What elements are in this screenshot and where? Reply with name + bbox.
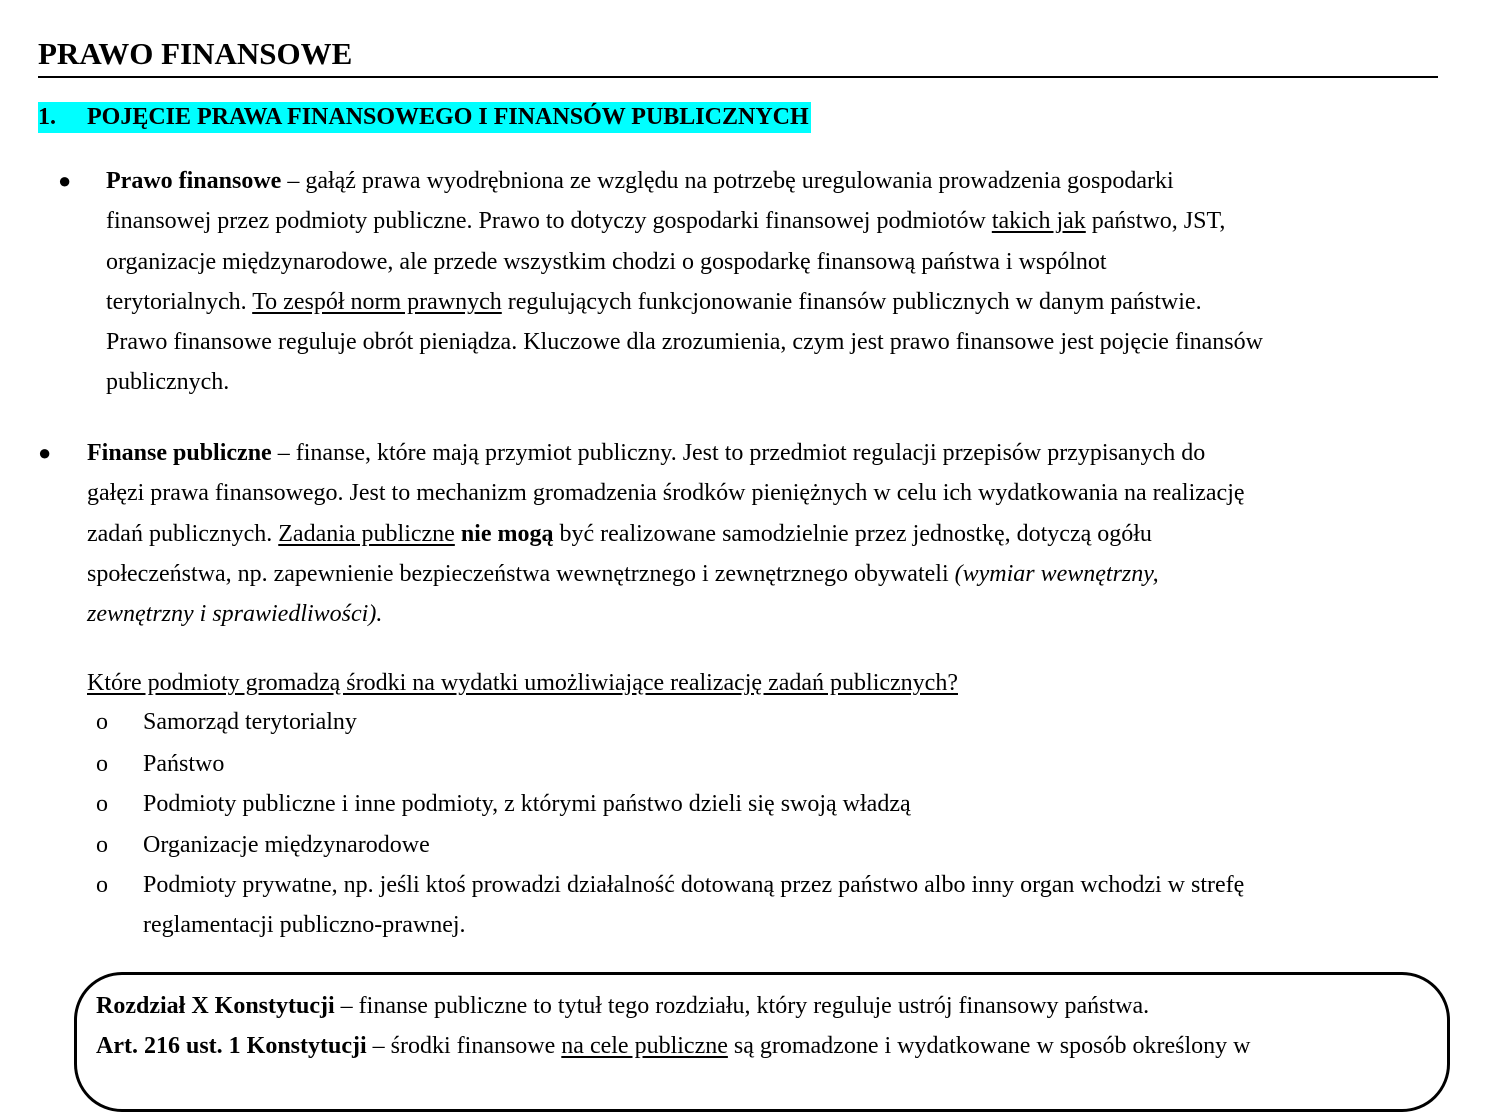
line xyxy=(87,554,1447,594)
circle-bullet-icon: o xyxy=(96,751,108,777)
underlined-text: na cele publiczne xyxy=(561,1033,728,1060)
bullet-paragraph-finanse-publiczne xyxy=(87,433,1447,634)
constitution-note-text xyxy=(96,986,1426,1067)
line xyxy=(106,242,1436,282)
list-item: Samorząd terytorialny xyxy=(143,709,357,735)
bullet-paragraph-prawo-finansowe xyxy=(106,161,1436,403)
section-heading xyxy=(38,102,811,133)
text: Prawo finansowe reguluje obrót pieniądza. Kluczowe dla zrozumienia, czym jest prawo finansowe jest pojęcie finansów xyxy=(106,329,1263,356)
term-art-216: Art. 216 ust. 1 Konstytucji xyxy=(96,1033,367,1060)
italic-text: (wymiar wewnętrzny, xyxy=(954,560,1159,587)
text: regulujących funkcjonowanie finansów publicznych w danym państwie. xyxy=(501,288,1202,315)
section-title: POJĘCIE PRAWA FINANSOWEGO I FINANSÓW PUBLICZNYCH xyxy=(87,104,809,130)
line xyxy=(87,594,1447,634)
line xyxy=(87,433,1447,473)
list-item xyxy=(143,865,1433,946)
text: – środki finansowe xyxy=(366,1033,562,1060)
line xyxy=(106,362,1436,402)
underlined-text: To zespół norm prawnych xyxy=(252,288,502,315)
line xyxy=(106,322,1436,362)
list-item: Podmioty publiczne i inne podmioty, z którymi państwo dzieli się swoją władzą xyxy=(143,791,911,817)
list-item: Państwo xyxy=(143,751,225,777)
circle-bullet-icon: o xyxy=(96,709,108,735)
text: gałęzi prawa finansowego. Jest to mechanizm gromadzenia środków pieniężnych w celu ich wydatkowania na realizację xyxy=(87,480,1245,507)
section-number: 1. xyxy=(38,104,56,130)
text: reglamentacji publiczno-prawnej. xyxy=(143,912,466,939)
document-title: PRAWO FINANSOWE xyxy=(38,34,1438,78)
term-finanse-publiczne: Finanse publiczne xyxy=(87,440,272,466)
italic-text: zewnętrzny i sprawiedliwości). xyxy=(87,601,383,628)
bullet-icon: ● xyxy=(58,168,72,193)
text: – gałąź prawa wyodrębniona ze względu na potrzebę uregulowania prowadzenia gospodarki xyxy=(281,168,1174,194)
line xyxy=(96,986,1426,1026)
text: są gromadzone i wydatkowane w sposób określony w xyxy=(727,1033,1251,1060)
bold-text: nie mogą xyxy=(460,520,554,547)
text: publicznych. xyxy=(106,369,230,396)
text: być realizowane samodzielnie przez jednostkę, dotyczą ogółu xyxy=(553,520,1152,547)
line xyxy=(87,514,1447,554)
text: społeczeństwa, np. zapewnienie bezpieczeństwa wewnętrznego i zewnętrznego obywateli xyxy=(87,560,955,587)
line xyxy=(106,201,1436,241)
question-heading: Które podmioty gromadzą środki na wydatki umożliwiające realizację zadań publicznych? xyxy=(87,670,958,696)
line xyxy=(106,282,1436,322)
bullet-icon: ● xyxy=(38,440,52,465)
line xyxy=(106,161,1436,201)
underlined-text: Zadania publiczne xyxy=(278,520,455,547)
text: – finanse, które mają przymiot publiczny. Jest to przedmiot regulacji przepisów przypisanych do xyxy=(271,440,1206,466)
text: terytorialnych. xyxy=(106,288,253,315)
text: organizacje międzynarodowe, ale przede wszystkim chodzi o gospodarkę finansową państwa i wspólnot xyxy=(106,248,1107,275)
circle-bullet-icon: o xyxy=(96,832,108,858)
line xyxy=(87,473,1447,513)
term-prawo-finansowe: Prawo finansowe xyxy=(106,168,282,194)
circle-bullet-icon: o xyxy=(96,791,108,817)
text: państwo, JST, xyxy=(1085,208,1226,235)
text: finansowej przez podmioty publiczne. Prawo to dotyczy gospodarki finansowej podmiotów xyxy=(106,208,992,235)
text: – finanse publiczne to tytuł tego rozdziału, który reguluje ustrój finansowy państwa. xyxy=(334,993,1150,1019)
text: zadań publicznych. xyxy=(87,520,279,547)
text: Podmioty prywatne, np. jeśli ktoś prowadzi działalność dotowaną przez państwo albo inny organ wchodzi w strefę xyxy=(143,872,1245,898)
underlined-text: takich jak xyxy=(991,208,1086,235)
list-item: Organizacje międzynarodowe xyxy=(143,832,430,858)
line xyxy=(96,1026,1426,1066)
term-rozdzial-x: Rozdział X Konstytucji xyxy=(96,993,335,1019)
circle-bullet-icon: o xyxy=(96,872,108,898)
